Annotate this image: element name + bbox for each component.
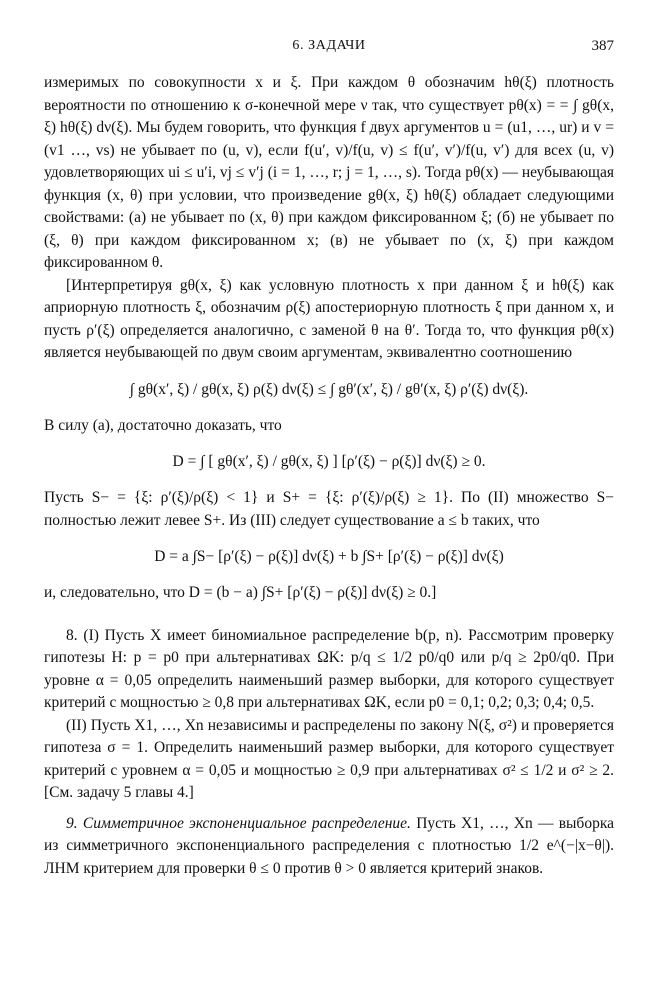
paragraph-p5: и, следовательно, что D = (b − a) ∫S+ [ρ′(ξ) − ρ(ξ)] dν(ξ) ≥ 0.] [44, 584, 437, 601]
page-body [44, 72, 614, 880]
page-header [44, 38, 614, 58]
page-number: 387 [591, 38, 614, 54]
paragraph-p7: (II) Пусть X1, …, Xn независимы и распределены по закону N(ξ, σ²) и проверяется гипотеза σ = 1. Определить наименьший размер выборки, для которого существует критерий с уровнем α = 0,05 и мощностью ≥ 0,9 при альтернативах σ² ≤ 1/2 и σ² ≥ 2. [См. задачу 5 главы 4.] [44, 716, 614, 801]
paragraph-p4: Пусть S− = {ξ: ρ′(ξ)/ρ(ξ) < 1} и S+ = {ξ: ρ′(ξ)/ρ(ξ) ≥ 1}. По (II) множество S− полностью лежит левее S+. Из (III) следует существование a ≤ b таких, что [44, 489, 614, 529]
problem-9-title: 9. Симметричное экспоненциальное распределение. [66, 814, 411, 832]
formula-2: D = ∫ [ gθ(x′, ξ) / gθ(x, ξ) ] [ρ′(ξ) − ρ(ξ)] dν(ξ) ≥ 0. [172, 453, 486, 470]
paragraph-p3: В силу (а), достаточно доказать, что [44, 416, 282, 434]
running-title: 6. ЗАДАЧИ [292, 38, 366, 53]
paragraph-p6: 8. (I) Пусть X имеет биномиальное распределение b(p, n). Рассмотрим проверку гипотезы H: p = p0 при альтернативах ΩK: p/q ≤ 1/2 p0/q0 или p/q ≥ 2p0/q0. При уровне α = 0,05 определить наименьший размер выборки, для которого существует критерий с мощностью ≥ 0,8 при альтернативах ΩK, если p0 = 0,1; 0,2; 0,3; 0,4; 0,5. [44, 626, 614, 711]
paragraph-p8 [44, 813, 614, 881]
paragraph-p2: [Интерпретируя gθ(x, ξ) как условную плотность x при данном ξ и hθ(ξ) как априорную плотность ξ, обозначим ρ(ξ) апостериорную плотность ξ при данном x, и пусть ρ′(ξ) определяется аналогично, с заменой θ на θ′. Тогда то, что функция pθ(x) является неубывающей по двум своим аргументам, эквивалентно соотношению [44, 276, 614, 361]
formula-1: ∫ gθ(x′, ξ) / gθ(x, ξ) ρ(ξ) dν(ξ) ≤ ∫ gθ′(x′, ξ) / gθ′(x, ξ) ρ′(ξ) dν(ξ). [129, 380, 529, 398]
formula-3: D = a ∫S− [ρ′(ξ) − ρ(ξ)] dν(ξ) + b ∫S+ [ρ′(ξ) − ρ(ξ)] dν(ξ) [154, 548, 504, 565]
paragraph-p1: измеримых по совокупности x и ξ. При каждом θ обозначим hθ(ξ) плотность вероятности по отношению к σ-конечной мере ν так, что существует pθ(x) = = ∫ gθ(x, ξ) hθ(ξ) dν(ξ). Мы будем говорить, что функция f двух аргументов u = (u1, …, ur) и v = (v1 …, vs) не убывает по (u, v), если f(u′, v)/f(u, v) ≤ f(u′, v′)/f(u, v′) для всех (u, v) удовлетворяющих ui ≤ u′i, vj ≤ v′j (i = 1, …, r; j = 1, …, s). Тогда pθ(x) — неубывающая функция (x, θ) при условии, что произведение gθ(x, ξ) hθ(ξ) обладает следующими свойствами: (а) не убывает по (x, θ) при каждом фиксированном ξ; (б) не убывает по (ξ, θ) при каждом фиксированном x; (в) не убывает по (x, ξ) при каждом фиксированном θ. [44, 74, 614, 271]
problem-9-text: Пусть X1, …, Xn — выборка из симметричного экспоненциального распределения с плотностью 1/2 e^(−|x−θ|). ЛНМ критерием для проверки θ ≤ 0 против θ > 0 является критерий знаков. [44, 814, 614, 877]
